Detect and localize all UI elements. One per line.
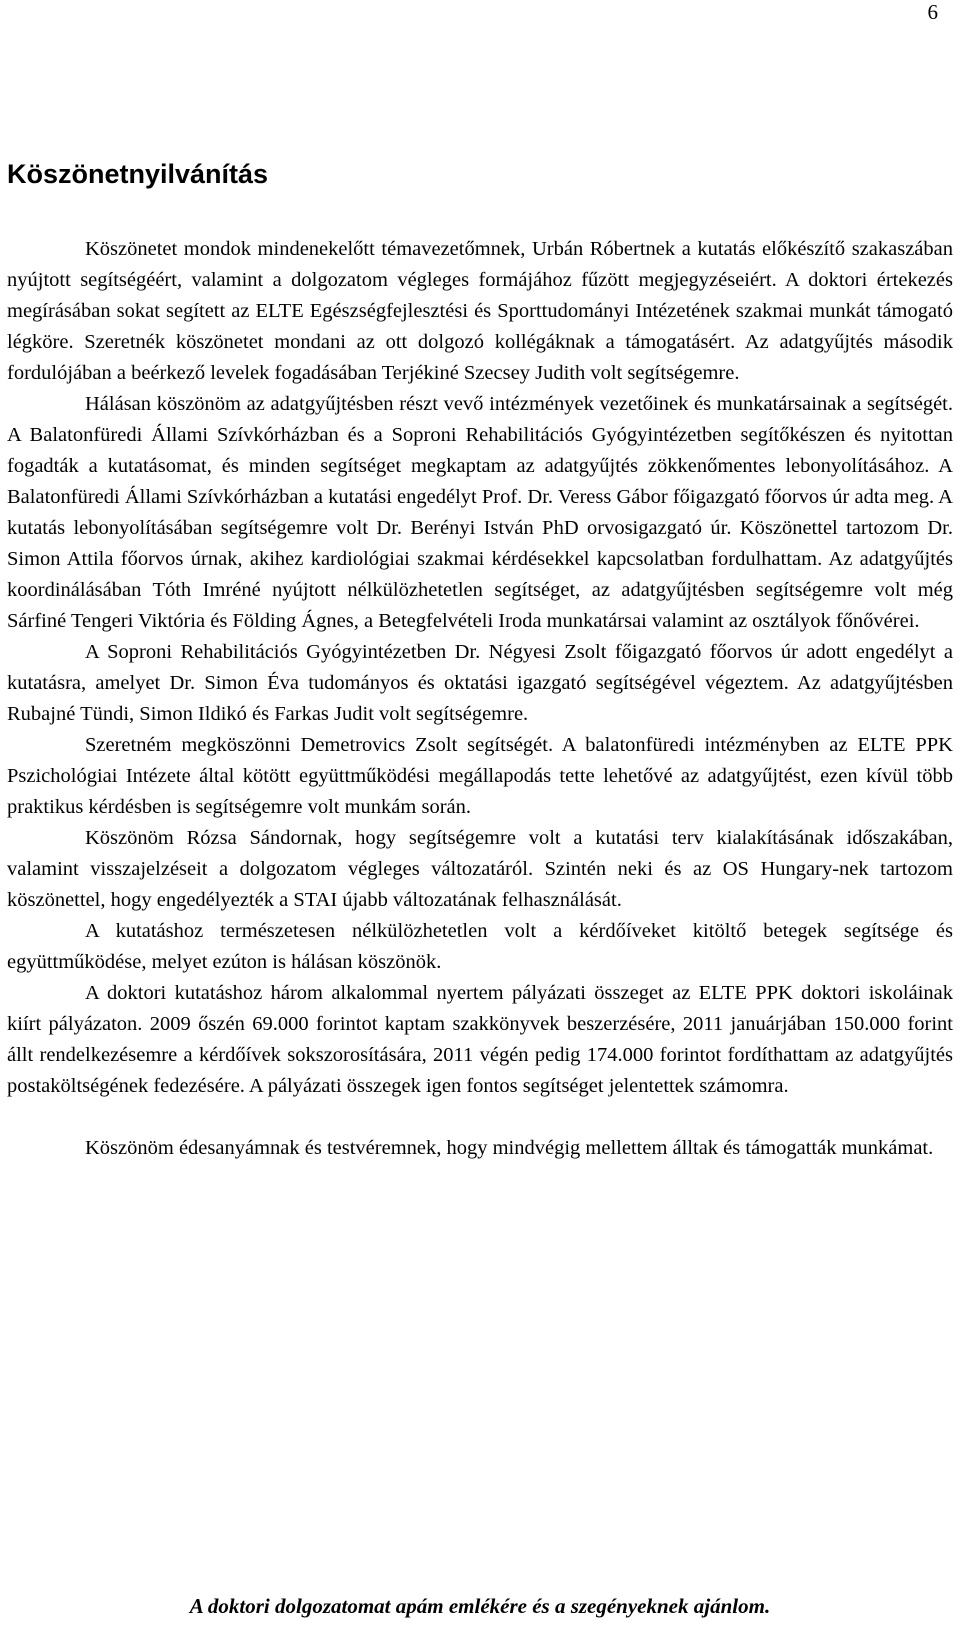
paragraph-rozsa: Köszönöm Rózsa Sándornak, hogy segítségemre volt a kutatási terv kialakításának időszakában, valamint visszajelzéseit a dolgozatom végleges változatáról. Szintén neki és az OS Hungary-nek tartozom köszönettel, hogy engedélyezték a STAI újabb változatának felhasználását.	[7, 827, 953, 911]
paragraph-family: Köszönöm édesanyámnak és testvéremnek, hogy mindvégig mellettem álltak és támogatták munkámat.	[85, 1137, 934, 1159]
dedication: A doktori dolgozatomat apám emlékére és a szegényeknek ajánlom.	[189, 1594, 771, 1618]
paragraph-institutions: Hálásan köszönöm az adatgyűjtésben részt vevő intézmények vezetőinek és munkatársainak a segítségét. A Balatonfüredi Állami Szívkórházban és a Soproni Rehabilitációs Gyógyintézetben segítőkészen és nyitottan fogadták a kutatásomat, és minden segítséget megkaptam az adatgyűjtés zökkenőmentes lebonyolításához. A Balatonfüredi Állami Szívkórházban a kutatási engedélyt Prof. Dr. Veress Gábor főigazgató főorvos úr adta meg. A kutatás lebonyolításában segítségemre volt Dr. Berényi István PhD orvosigazgató úr. Köszönettel tartozom Dr. Simon Attila főorvos úrnak, akihez kardiológiai szakmai kérdésekkel kapcsolatban fordulhattam. Az adatgyűjtés koordinálásában Tóth Imréné nyújtott nélkülözhetetlen segítséget, az adatgyűjtésben segítségemre volt még Sárfiné Tengeri Viktória és Földing Ágnes, a Betegfelvételi Iroda munkatársai valamint az osztályok főnővérei.	[7, 393, 953, 632]
acknowledgements-body	[7, 234, 953, 1164]
paragraph-supervisor: Köszönetet mondok mindenekelőtt témavezetőmnek, Urbán Róbertnek a kutatás előkészítő szakaszában nyújtott segítségéért, valamint a dolgozatom végleges formájához fűzött megjegyzéseiért. A doktori értekezés megírásában sokat segített az ELTE Egészségfejlesztési és Sporttudományi Intézetének szakmai munkát támogató légköre. Szeretnék köszönetet mondani az ott dolgozó kollégáknak a támogatásért. Az adatgyűjtés második fordulójában a beérkező levelek fogadásában Terjékiné Szecsey Judith volt segítségemre.	[7, 238, 953, 384]
page-title: Köszönetnyilvánítás	[7, 159, 269, 189]
paragraph-sopron: A Soproni Rehabilitációs Gyógyintézetben Dr. Négyesi Zsolt főigazgató főorvos úr adott engedélyt a kutatásra, amelyet Dr. Simon Éva tudományos és oktatási igazgató segítségével végeztem. Az adatgyűjtésben Rubajné Tündi, Simon Ildikó és Farkas Judit volt segítségemre.	[7, 641, 953, 725]
page-number: 6	[927, 0, 938, 24]
paragraph-patients: A kutatáshoz természetesen nélkülözhetetlen volt a kérdőíveket kitöltő betegek segítsége és együttműködése, melyet ezúton is hálásan köszönök.	[7, 920, 953, 973]
paragraph-demetrovics: Szeretném megköszönni Demetrovics Zsolt segítségét. A balatonfüredi intézményben az ELTE PPK Pszichológiai Intézete által kötött együttműködési megállapodás tette lehetővé az adatgyűjtést, ezen kívül több praktikus kérdésben is segítségemre volt munkám során.	[7, 734, 953, 818]
paragraph-grants: A doktori kutatáshoz három alkalommal nyertem pályázati összeget az ELTE PPK doktori iskoláinak kiírt pályázaton. 2009 őszén 69.000 forintot kaptam szakkönyvek beszerzésére, 2011 januárjában 150.000 forint állt rendelkezésemre a kérdőívek sokszorosítására, 2011 végén pedig 174.000 forintot fordíthattam az adatgyűjtés postaköltségének fedezésére. A pályázati összegek igen fontos segítséget jelentettek számomra.	[7, 982, 953, 1097]
